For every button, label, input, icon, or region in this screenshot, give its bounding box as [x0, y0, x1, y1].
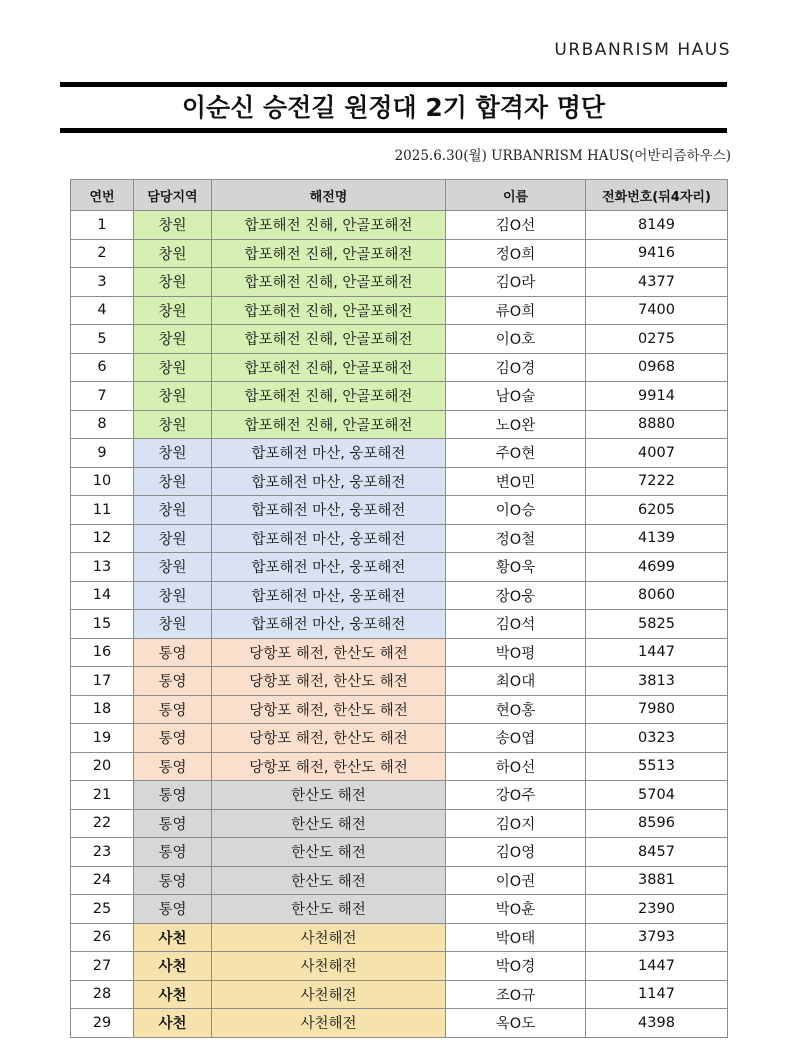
- table-row: [71, 752, 728, 781]
- number-cell: 28: [71, 980, 134, 1009]
- battle-cell: 당항포 해전, 한산도 해전: [212, 752, 446, 781]
- region-cell: 창원: [134, 325, 212, 354]
- column-header-battle: 해전명: [212, 180, 446, 211]
- table-row: [71, 239, 728, 268]
- region-cell: 사천: [134, 952, 212, 981]
- document-title: 이순신 승전길 원정대 2기 합격자 명단: [181, 93, 606, 122]
- phone-cell: 0968: [586, 353, 728, 382]
- battle-cell: 합포해전 마산, 웅포해전: [212, 553, 446, 582]
- table-row: [71, 838, 728, 867]
- battle-cell: 당항포 해전, 한산도 해전: [212, 638, 446, 667]
- region-cell: 창원: [134, 467, 212, 496]
- number-cell: 16: [71, 638, 134, 667]
- battle-cell: 합포해전 마산, 웅포해전: [212, 610, 446, 639]
- battle-cell: 합포해전 진해, 안골포해전: [212, 296, 446, 325]
- table-row: [71, 410, 728, 439]
- name-cell: 현O홍: [446, 695, 586, 724]
- region-cell: 창원: [134, 439, 212, 468]
- title-rule-bottom: [60, 128, 727, 133]
- number-cell: 1: [71, 211, 134, 240]
- name-cell: 하O선: [446, 752, 586, 781]
- number-cell: 19: [71, 724, 134, 753]
- region-cell: 창원: [134, 211, 212, 240]
- number-cell: 14: [71, 581, 134, 610]
- battle-cell: 한산도 해전: [212, 809, 446, 838]
- number-cell: 11: [71, 496, 134, 525]
- region-cell: 통영: [134, 895, 212, 924]
- number-cell: 27: [71, 952, 134, 981]
- region-cell: 창원: [134, 410, 212, 439]
- phone-cell: 5825: [586, 610, 728, 639]
- region-cell: 통영: [134, 638, 212, 667]
- region-cell: 창원: [134, 296, 212, 325]
- region-cell: 창원: [134, 268, 212, 297]
- battle-cell: 한산도 해전: [212, 781, 446, 810]
- phone-cell: 8596: [586, 809, 728, 838]
- region-cell: 통영: [134, 781, 212, 810]
- phone-cell: 0323: [586, 724, 728, 753]
- phone-cell: 3793: [586, 923, 728, 952]
- applicant-table: [70, 179, 728, 1038]
- number-cell: 5: [71, 325, 134, 354]
- region-cell: 창원: [134, 496, 212, 525]
- number-cell: 13: [71, 553, 134, 582]
- number-cell: 18: [71, 695, 134, 724]
- table-row: [71, 952, 728, 981]
- table-header: [71, 180, 728, 211]
- number-cell: 2: [71, 239, 134, 268]
- battle-cell: 합포해전 진해, 안골포해전: [212, 268, 446, 297]
- table-row: [71, 467, 728, 496]
- table-body: [71, 211, 728, 1038]
- name-cell: 김O라: [446, 268, 586, 297]
- name-cell: 주O현: [446, 439, 586, 468]
- name-cell: 류O희: [446, 296, 586, 325]
- battle-cell: 합포해전 진해, 안골포해전: [212, 410, 446, 439]
- number-cell: 25: [71, 895, 134, 924]
- region-cell: 창원: [134, 610, 212, 639]
- phone-cell: 8060: [586, 581, 728, 610]
- name-cell: 이O호: [446, 325, 586, 354]
- phone-cell: 0275: [586, 325, 728, 354]
- battle-cell: 합포해전 마산, 웅포해전: [212, 439, 446, 468]
- phone-cell: 2390: [586, 895, 728, 924]
- table-row: [71, 866, 728, 895]
- name-cell: 박O평: [446, 638, 586, 667]
- name-cell: 이O권: [446, 866, 586, 895]
- phone-cell: 4699: [586, 553, 728, 582]
- phone-cell: 1147: [586, 980, 728, 1009]
- battle-cell: 합포해전 진해, 안골포해전: [212, 353, 446, 382]
- region-cell: 통영: [134, 695, 212, 724]
- number-cell: 24: [71, 866, 134, 895]
- table-row: [71, 353, 728, 382]
- region-cell: 통영: [134, 724, 212, 753]
- table-row: [71, 325, 728, 354]
- number-cell: 10: [71, 467, 134, 496]
- table-row: [71, 382, 728, 411]
- name-cell: 김O경: [446, 353, 586, 382]
- region-cell: 사천: [134, 980, 212, 1009]
- name-cell: 이O승: [446, 496, 586, 525]
- phone-cell: 5704: [586, 781, 728, 810]
- table-row: [71, 211, 728, 240]
- battle-cell: 당항포 해전, 한산도 해전: [212, 667, 446, 696]
- table-row: [71, 667, 728, 696]
- region-cell: 창원: [134, 353, 212, 382]
- battle-cell: 한산도 해전: [212, 895, 446, 924]
- battle-cell: 합포해전 진해, 안골포해전: [212, 325, 446, 354]
- region-cell: 사천: [134, 1009, 212, 1038]
- number-cell: 20: [71, 752, 134, 781]
- name-cell: 정O철: [446, 524, 586, 553]
- region-cell: 통영: [134, 866, 212, 895]
- phone-cell: 4377: [586, 268, 728, 297]
- table-row: [71, 695, 728, 724]
- number-cell: 4: [71, 296, 134, 325]
- battle-cell: 사천해전: [212, 1009, 446, 1038]
- battle-cell: 사천해전: [212, 980, 446, 1009]
- table-row: [71, 610, 728, 639]
- phone-cell: 4398: [586, 1009, 728, 1038]
- number-cell: 6: [71, 353, 134, 382]
- phone-cell: 1447: [586, 952, 728, 981]
- battle-cell: 사천해전: [212, 952, 446, 981]
- table-row: [71, 553, 728, 582]
- column-header-region: 담당지역: [134, 180, 212, 211]
- table-row: [71, 809, 728, 838]
- name-cell: 박O태: [446, 923, 586, 952]
- table-row: [71, 781, 728, 810]
- phone-cell: 1447: [586, 638, 728, 667]
- number-cell: 17: [71, 667, 134, 696]
- phone-cell: 4007: [586, 439, 728, 468]
- number-cell: 8: [71, 410, 134, 439]
- number-cell: 3: [71, 268, 134, 297]
- column-header-phone: 전화번호(뒤4자리): [586, 180, 728, 211]
- title-rule-top: [60, 82, 727, 87]
- battle-cell: 합포해전 진해, 안골포해전: [212, 239, 446, 268]
- name-cell: 김O선: [446, 211, 586, 240]
- phone-cell: 8149: [586, 211, 728, 240]
- number-cell: 21: [71, 781, 134, 810]
- region-cell: 창원: [134, 581, 212, 610]
- name-cell: 박O훈: [446, 895, 586, 924]
- name-cell: 김O영: [446, 838, 586, 867]
- number-cell: 26: [71, 923, 134, 952]
- battle-cell: 합포해전 마산, 웅포해전: [212, 524, 446, 553]
- battle-cell: 합포해전 마산, 웅포해전: [212, 581, 446, 610]
- battle-cell: 합포해전 진해, 안골포해전: [212, 211, 446, 240]
- phone-cell: 5513: [586, 752, 728, 781]
- column-header-name: 이름: [446, 180, 586, 211]
- table-row: [71, 296, 728, 325]
- region-cell: 창원: [134, 524, 212, 553]
- table-row: [71, 895, 728, 924]
- brand-name: URBANRISM HAUS: [554, 40, 731, 60]
- number-cell: 23: [71, 838, 134, 867]
- region-cell: 창원: [134, 553, 212, 582]
- battle-cell: 합포해전 마산, 웅포해전: [212, 467, 446, 496]
- header-row: [71, 180, 728, 211]
- name-cell: 정O희: [446, 239, 586, 268]
- name-cell: 노O완: [446, 410, 586, 439]
- table-row: [71, 923, 728, 952]
- date-issuer-line: 2025.6.30(월) URBANRISM HAUS(어반리즘하우스): [394, 148, 731, 164]
- region-cell: 통영: [134, 752, 212, 781]
- battle-cell: 한산도 해전: [212, 838, 446, 867]
- name-cell: 옥O도: [446, 1009, 586, 1038]
- name-cell: 박O경: [446, 952, 586, 981]
- battle-cell: 한산도 해전: [212, 866, 446, 895]
- battle-cell: 당항포 해전, 한산도 해전: [212, 724, 446, 753]
- name-cell: 황O욱: [446, 553, 586, 582]
- table-row: [71, 524, 728, 553]
- name-cell: 장O웅: [446, 581, 586, 610]
- phone-cell: 3813: [586, 667, 728, 696]
- region-cell: 사천: [134, 923, 212, 952]
- region-cell: 창원: [134, 239, 212, 268]
- phone-cell: 7980: [586, 695, 728, 724]
- phone-cell: 7400: [586, 296, 728, 325]
- name-cell: 송O엽: [446, 724, 586, 753]
- table-row: [71, 638, 728, 667]
- number-cell: 15: [71, 610, 134, 639]
- phone-cell: 3881: [586, 866, 728, 895]
- battle-cell: 사천해전: [212, 923, 446, 952]
- table-row: [71, 1009, 728, 1038]
- name-cell: 김O지: [446, 809, 586, 838]
- region-cell: 통영: [134, 667, 212, 696]
- phone-cell: 7222: [586, 467, 728, 496]
- column-header-number: 연번: [71, 180, 134, 211]
- name-cell: 변O민: [446, 467, 586, 496]
- phone-cell: 8880: [586, 410, 728, 439]
- name-cell: 강O주: [446, 781, 586, 810]
- number-cell: 29: [71, 1009, 134, 1038]
- table-row: [71, 439, 728, 468]
- name-cell: 남O술: [446, 382, 586, 411]
- region-cell: 통영: [134, 838, 212, 867]
- phone-cell: 4139: [586, 524, 728, 553]
- battle-cell: 합포해전 마산, 웅포해전: [212, 496, 446, 525]
- phone-cell: 8457: [586, 838, 728, 867]
- name-cell: 조O규: [446, 980, 586, 1009]
- table-row: [71, 496, 728, 525]
- number-cell: 9: [71, 439, 134, 468]
- phone-cell: 9416: [586, 239, 728, 268]
- number-cell: 7: [71, 382, 134, 411]
- number-cell: 22: [71, 809, 134, 838]
- number-cell: 12: [71, 524, 134, 553]
- battle-cell: 당항포 해전, 한산도 해전: [212, 695, 446, 724]
- phone-cell: 9914: [586, 382, 728, 411]
- region-cell: 통영: [134, 809, 212, 838]
- name-cell: 최O대: [446, 667, 586, 696]
- table-row: [71, 268, 728, 297]
- name-cell: 김O석: [446, 610, 586, 639]
- battle-cell: 합포해전 진해, 안골포해전: [212, 382, 446, 411]
- table-row: [71, 980, 728, 1009]
- phone-cell: 6205: [586, 496, 728, 525]
- table-row: [71, 724, 728, 753]
- table-row: [71, 581, 728, 610]
- region-cell: 창원: [134, 382, 212, 411]
